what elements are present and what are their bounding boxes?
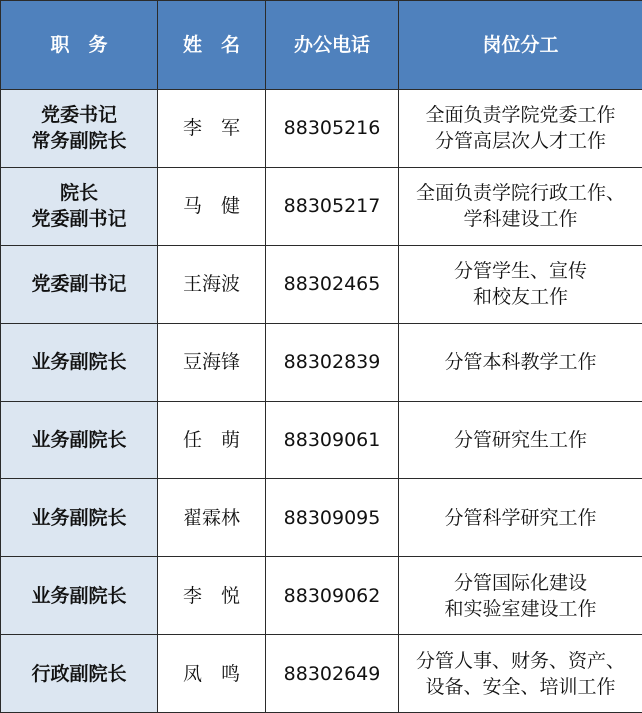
header-phone: 办公电话	[266, 1, 399, 90]
duty-line: 分管学生、宣传	[453, 260, 587, 283]
role-cell	[1, 167, 158, 245]
table-row	[1, 557, 642, 635]
duty-cell	[399, 323, 642, 401]
phone-cell: 88302839	[266, 323, 399, 401]
role-line: 院长	[59, 182, 98, 205]
role-cell	[1, 401, 158, 479]
role-line: 党委书记	[40, 104, 117, 127]
phone-cell: 88302465	[266, 245, 399, 323]
duty-line: 和实验室建设工作	[444, 597, 597, 620]
phone-cell: 88309062	[266, 557, 399, 635]
name-cell: 凤 鸣	[158, 635, 266, 713]
role-cell	[1, 90, 158, 168]
role-cell	[1, 245, 158, 323]
header-role: 职 务	[1, 1, 158, 90]
duty-cell	[399, 557, 642, 635]
table-row	[1, 245, 642, 323]
role-line: 行政副院长	[31, 662, 127, 685]
table-row	[1, 323, 642, 401]
role-line: 业务副院长	[31, 351, 127, 374]
phone-cell: 88309061	[266, 401, 399, 479]
role-line: 业务副院长	[31, 428, 127, 451]
table-row	[1, 401, 642, 479]
name-cell: 豆海锋	[158, 323, 266, 401]
header-duty: 岗位分工	[399, 1, 642, 90]
duty-line: 分管高层次人才工作	[434, 130, 606, 153]
role-line: 党委副书记	[31, 273, 127, 296]
name-cell: 翟霖林	[158, 479, 266, 557]
header-row	[1, 1, 642, 90]
duty-line: 设备、安全、培训工作	[425, 675, 616, 698]
table-row	[1, 479, 642, 557]
duty-line: 分管研究生工作	[453, 428, 587, 451]
duty-cell	[399, 90, 642, 168]
phone-cell: 88305217	[266, 167, 399, 245]
role-line: 业务副院长	[31, 584, 127, 607]
duty-line: 全面负责学院行政工作、	[415, 182, 625, 205]
duty-line: 全面负责学院党委工作	[425, 104, 616, 127]
table-row	[1, 635, 642, 713]
role-line: 党委副书记	[31, 208, 127, 231]
phone-cell: 88305216	[266, 90, 399, 168]
name-cell: 李 悦	[158, 557, 266, 635]
role-cell	[1, 635, 158, 713]
name-cell: 王海波	[158, 245, 266, 323]
name-cell: 马 健	[158, 167, 266, 245]
role-cell	[1, 323, 158, 401]
duty-line: 分管人事、财务、资产、	[415, 649, 625, 672]
duty-line: 分管国际化建设	[453, 571, 587, 594]
table-row	[1, 90, 642, 168]
name-cell: 任 萌	[158, 401, 266, 479]
duty-cell	[399, 245, 642, 323]
duty-line: 和校友工作	[472, 286, 568, 309]
duty-cell	[399, 167, 642, 245]
duty-cell	[399, 635, 642, 713]
role-cell	[1, 557, 158, 635]
role-cell	[1, 479, 158, 557]
phone-cell: 88309095	[266, 479, 399, 557]
duty-line: 分管本科教学工作	[444, 351, 597, 374]
duty-cell	[399, 479, 642, 557]
duty-line: 分管科学研究工作	[444, 506, 597, 529]
name-cell: 李 军	[158, 90, 266, 168]
role-line: 业务副院长	[31, 506, 127, 529]
duty-line: 学科建设工作	[463, 208, 578, 231]
duty-cell	[399, 401, 642, 479]
table-row	[1, 167, 642, 245]
role-line: 常务副院长	[31, 130, 127, 153]
phone-cell: 88302649	[266, 635, 399, 713]
header-name: 姓 名	[158, 1, 266, 90]
